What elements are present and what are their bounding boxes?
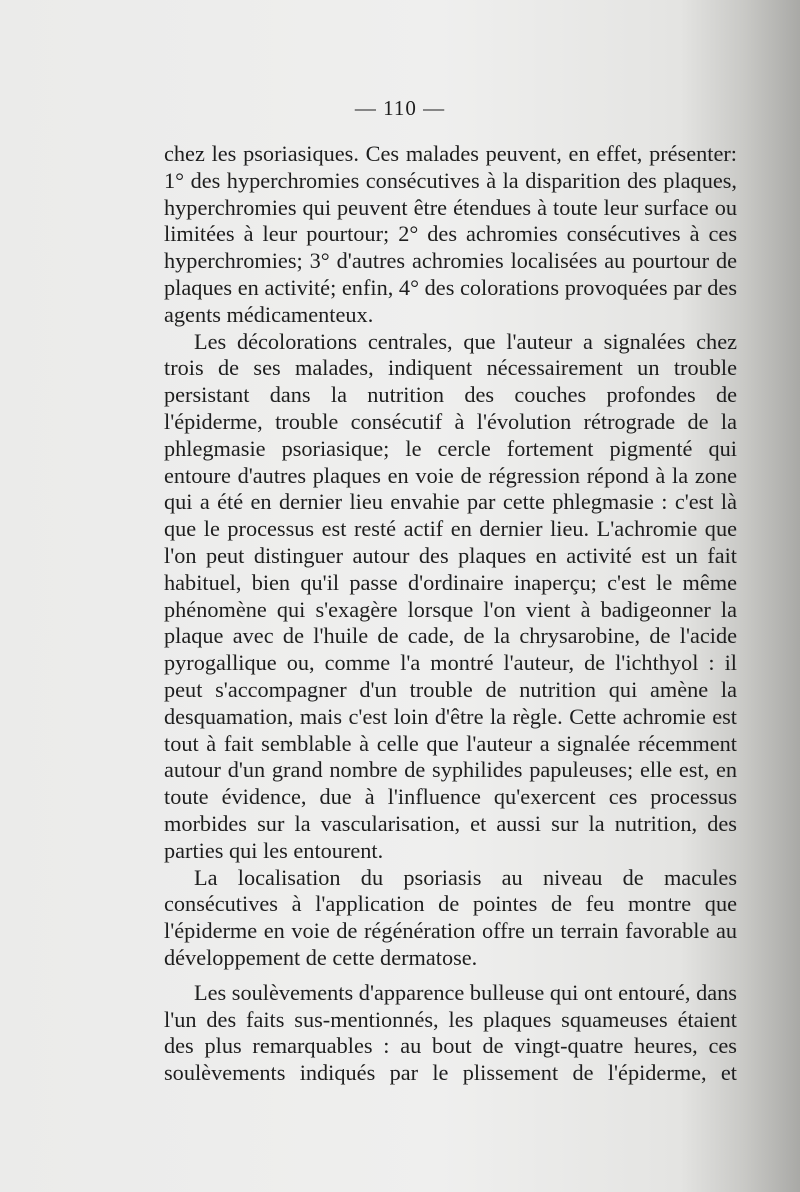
- page-number: — 110 —: [354, 96, 446, 120]
- paragraph-4: Les soulèvements d'apparence bulleuse qui ont entouré, dans l'un des faits sus-mentionnés, les plaques squameuses étaient des plus remarquables : au bout de vingt-quatre heures, ces soulèvements indiqués par le plissement de l'épiderme, et: [164, 979, 737, 1086]
- body-text: [164, 141, 737, 1087]
- paragraph-3: La localisation du psoriasis au niveau de macules consécutives à l'application de pointes de feu montre que l'épiderme en voie de régénération offre un terrain favorable au développement de cette dermatose.: [164, 864, 737, 970]
- paragraph-2: Les décolorations centrales, que l'auteur a signalées chez trois de ses malades, indiquent nécessairement un trouble persistant dans la nutrition des couches profondes de l'épiderme, trouble consécutif à l'évolution rétrograde de la phlegmasie psoriasique; le cercle fortement pigmenté qui entoure d'autres plaques en voie de régression répond à la zone qui a été en dernier lieu envahie par cette phlegmasie : c'est là que le processus est resté actif en dernier lieu. L'achromie que l'on peut distinguer autour des plaques en activité est un fait habituel, bien qu'il passe d'ordinaire inaperçu; c'est le même phénomène qui s'exagère lorsque l'on vient à badigeonner la plaque avec de l'huile de cade, de la chrysarobine, de l'acide pyrogallique ou, comme l'a montré l'auteur, de l'ichthyol : il peut s'accompagner d'un trouble de nutrition qui amène la desquamation, mais c'est loin d'être la règle. Cette achromie est tout à fait semblable à celle que l'auteur a signalée récemment autour d'un grand nombre de syphilides papuleuses; elle est, en toute évidence, due à l'influence qu'exercent ces processus morbides sur la vascularisation, et aussi sur la nutrition, des parties qui les entourent.: [164, 328, 737, 863]
- paragraph-1: chez les psoriasiques. Ces malades peuvent, en effet, présenter: 1° des hyperchromies consécutives à la disparition des plaques, hyperchromies qui peuvent être étendues à toute leur surface ou limitées à leur pourtour; 2° des achromies consécutives à ces hyperchromies; 3° d'autres achromies localisées au pourtour de plaques en activité; enfin, 4° des colorations provoquées par des agents médicamenteux.: [164, 141, 737, 327]
